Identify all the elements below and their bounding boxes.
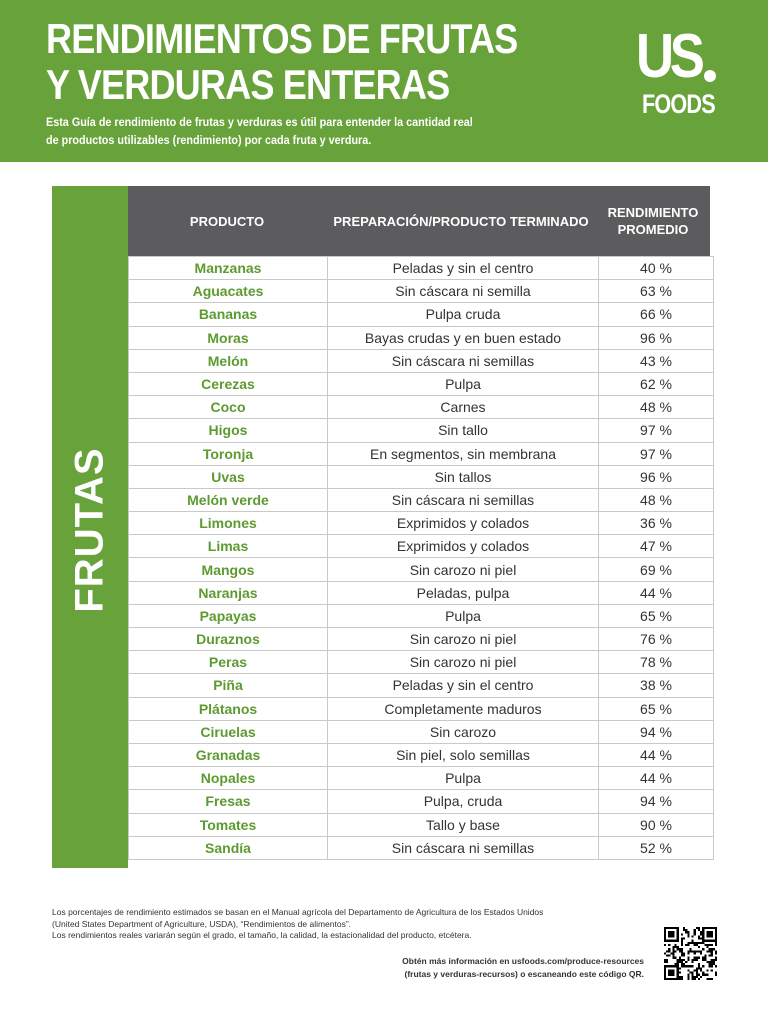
yield-cell: 44 % <box>599 767 714 790</box>
yield-cell: 44 % <box>599 743 714 766</box>
table-row <box>129 372 714 395</box>
qr-code-icon[interactable] <box>664 927 717 980</box>
table-row <box>129 836 714 859</box>
product-cell: Fresas <box>129 790 328 813</box>
column-header-product: PRODUCTO <box>189 213 265 229</box>
table-row <box>129 349 714 372</box>
yield-cell: 48 % <box>599 396 714 419</box>
table-row <box>129 535 714 558</box>
preparation-cell: Peladas y sin el centro <box>328 674 599 697</box>
preparation-cell: Sin carozo ni piel <box>328 651 599 674</box>
yield-cell: 90 % <box>599 813 714 836</box>
yield-cell: 65 % <box>599 697 714 720</box>
table-row <box>129 604 714 627</box>
table-row <box>129 628 714 651</box>
preparation-cell: Carnes <box>328 396 599 419</box>
preparation-cell: Sin cáscara ni semillas <box>328 488 599 511</box>
product-cell: Melón <box>129 349 328 372</box>
table-row <box>129 257 714 280</box>
column-header-yield-line-2: PROMEDIO <box>617 222 689 237</box>
yield-cell: 36 % <box>599 512 714 535</box>
table-row <box>129 581 714 604</box>
table-row <box>129 674 714 697</box>
product-cell: Limones <box>129 512 328 535</box>
product-cell: Naranjas <box>129 581 328 604</box>
preparation-cell: Sin cáscara ni semillas <box>328 836 599 859</box>
preparation-cell: Pulpa <box>328 604 599 627</box>
product-cell: Uvas <box>129 465 328 488</box>
product-cell: Cerezas <box>129 372 328 395</box>
preparation-cell: Peladas, pulpa <box>328 581 599 604</box>
yield-cell: 66 % <box>599 303 714 326</box>
table-row <box>129 767 714 790</box>
preparation-cell: Sin carozo ni piel <box>328 558 599 581</box>
yield-cell: 78 % <box>599 651 714 674</box>
table-row <box>129 512 714 535</box>
yield-cell: 97 % <box>599 419 714 442</box>
yield-table-body <box>129 257 714 860</box>
header-banner <box>0 0 768 162</box>
product-cell: Ciruelas <box>129 720 328 743</box>
yield-cell: 94 % <box>599 790 714 813</box>
product-cell: Moras <box>129 326 328 349</box>
logo-dot-icon <box>704 70 716 82</box>
table-row <box>129 326 714 349</box>
subtitle-line-2: de productos utilizables (rendimiento) por cada fruta y verdura. <box>46 133 372 147</box>
subtitle-line-1: Esta Guía de rendimiento de frutas y verduras es útil para entender la cantidad real <box>46 115 473 129</box>
product-cell: Mangos <box>129 558 328 581</box>
yield-cell: 52 % <box>599 836 714 859</box>
table-row <box>129 813 714 836</box>
product-cell: Higos <box>129 419 328 442</box>
yield-table <box>128 256 714 860</box>
preparation-cell: Pulpa <box>328 767 599 790</box>
product-cell: Toronja <box>129 442 328 465</box>
yield-cell: 43 % <box>599 349 714 372</box>
column-header-preparation: PREPARACIÓN/PRODUCTO TERMINADO <box>333 213 589 229</box>
table-row <box>129 280 714 303</box>
table-row <box>129 419 714 442</box>
product-cell: Duraznos <box>129 628 328 651</box>
yield-cell: 40 % <box>599 257 714 280</box>
footnote-line: Los porcentajes de rendimiento estimados se basan en el Manual agrícola del Departamento de Agricultura de los Estados Unidos <box>52 907 544 917</box>
more-info <box>402 955 644 981</box>
product-cell: Sandía <box>129 836 328 859</box>
table-row <box>129 720 714 743</box>
table-row <box>129 743 714 766</box>
table-header <box>128 186 710 256</box>
preparation-cell: Sin carozo ni piel <box>328 628 599 651</box>
table-row <box>129 488 714 511</box>
preparation-cell: En segmentos, sin membrana <box>328 442 599 465</box>
preparation-cell: Sin tallo <box>328 419 599 442</box>
footnote-line: Los rendimientos reales variarán según el grado, el tamaño, la calidad, la estacionalidad del producto, etcétera. <box>52 930 472 940</box>
preparation-cell: Tallo y base <box>328 813 599 836</box>
product-cell: Plátanos <box>129 697 328 720</box>
section-label: FRUTAS <box>67 447 112 613</box>
yield-cell: 65 % <box>599 604 714 627</box>
preparation-cell: Pulpa, cruda <box>328 790 599 813</box>
product-cell: Tomates <box>129 813 328 836</box>
more-info-line-1: Obtén más información en usfoods.com/produce-resources <box>402 956 644 966</box>
page-title <box>46 16 517 108</box>
product-cell: Granadas <box>129 743 328 766</box>
title-line-2: Y VERDURAS ENTERAS <box>46 61 450 108</box>
preparation-cell: Completamente maduros <box>328 697 599 720</box>
product-cell: Nopales <box>129 767 328 790</box>
yield-cell: 48 % <box>599 488 714 511</box>
table-row <box>129 442 714 465</box>
yield-cell: 38 % <box>599 674 714 697</box>
product-cell: Manzanas <box>129 257 328 280</box>
product-cell: Bananas <box>129 303 328 326</box>
column-header-yield-line-1: RENDIMIENTO <box>607 205 699 220</box>
preparation-cell: Sin tallos <box>328 465 599 488</box>
preparation-cell: Sin cáscara ni semilla <box>328 280 599 303</box>
table-row <box>129 790 714 813</box>
us-foods-logo <box>636 22 728 122</box>
yield-cell: 62 % <box>599 372 714 395</box>
logo-foods-text: FOODS <box>642 89 715 119</box>
preparation-cell: Peladas y sin el centro <box>328 257 599 280</box>
table-row <box>129 303 714 326</box>
yield-cell: 69 % <box>599 558 714 581</box>
page-subtitle <box>46 113 550 149</box>
preparation-cell: Sin carozo <box>328 720 599 743</box>
footnotes <box>52 907 612 942</box>
yield-cell: 76 % <box>599 628 714 651</box>
product-cell: Peras <box>129 651 328 674</box>
table-row <box>129 697 714 720</box>
product-cell: Coco <box>129 396 328 419</box>
product-cell: Melón verde <box>129 488 328 511</box>
table-row <box>129 558 714 581</box>
yield-cell: 63 % <box>599 280 714 303</box>
yield-cell: 97 % <box>599 442 714 465</box>
column-header-yield <box>596 186 710 256</box>
table-row <box>129 651 714 674</box>
preparation-cell: Sin piel, solo semillas <box>328 743 599 766</box>
product-cell: Papayas <box>129 604 328 627</box>
preparation-cell: Exprimidos y colados <box>328 535 599 558</box>
product-cell: Piña <box>129 674 328 697</box>
preparation-cell: Pulpa <box>328 372 599 395</box>
yield-cell: 94 % <box>599 720 714 743</box>
yield-cell: 96 % <box>599 465 714 488</box>
footnote-line: (United States Department of Agriculture, USDA), “Rendimientos de alimentos”. <box>52 918 352 929</box>
table-row <box>129 396 714 419</box>
title-line-1: RENDIMIENTOS DE FRUTAS <box>46 15 518 62</box>
yield-cell: 44 % <box>599 581 714 604</box>
logo-us-text: US <box>636 22 701 91</box>
product-cell: Aguacates <box>129 280 328 303</box>
yield-cell: 96 % <box>599 326 714 349</box>
preparation-cell: Pulpa cruda <box>328 303 599 326</box>
more-info-line-2: (frutas y verduras-recursos) o escaneando este código QR. <box>404 969 644 979</box>
preparation-cell: Exprimidos y colados <box>328 512 599 535</box>
product-cell: Limas <box>129 535 328 558</box>
preparation-cell: Bayas crudas y en buen estado <box>328 326 599 349</box>
preparation-cell: Sin cáscara ni semillas <box>328 349 599 372</box>
table-row <box>129 465 714 488</box>
yield-cell: 47 % <box>599 535 714 558</box>
